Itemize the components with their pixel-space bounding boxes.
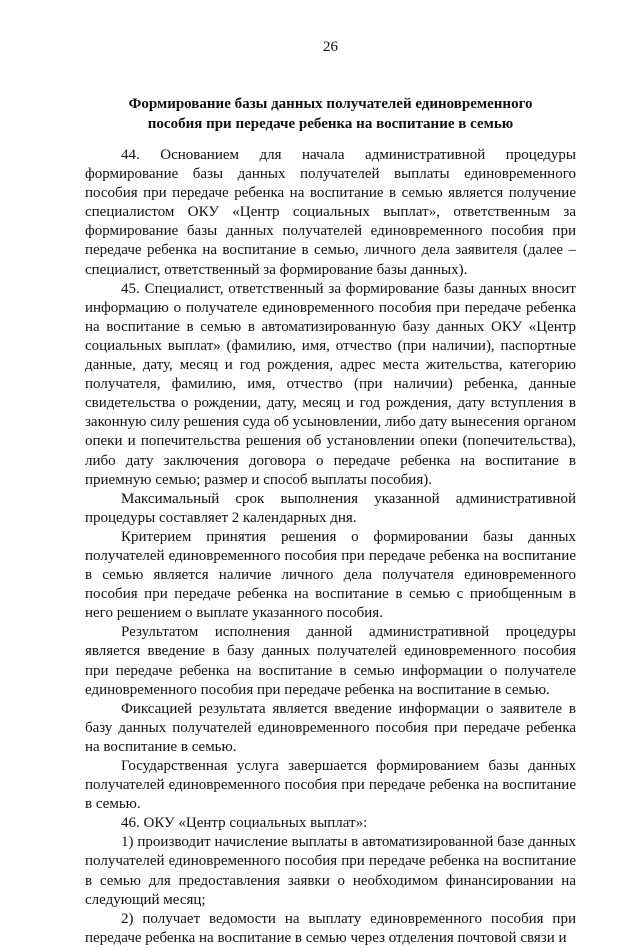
paragraph-result-fixation: Фиксацией результата является введение информации о заявителе в базу данных получателей единовременного пособия при передаче ребенка на воспитание в семью. bbox=[85, 700, 576, 755]
paragraph-procedure-result: Результатом исполнения данной административной процедуры является введение в базу данных получателей единовременного пособия при передаче ребенка на воспитание в семью информации о получателе единовременного пособия при передаче ребенка на воспитание в семью. bbox=[85, 624, 576, 698]
paragraph-decision-criterion: Критерием принятия решения о формировании базы данных получателей единовременного пособия при передаче ребенка на воспитание в семью является наличие личного дела получателя единовременного пособия при передаче ребенка на воспитание в семью с приобщенным в него решением о выплате указанного пособия. bbox=[85, 528, 576, 622]
paragraph-45: 45. Специалист, ответственный за формирование базы данных вносит информацию о получателе единовременного пособия при передаче ребенка на воспитание в семью в автоматизированную базу данных ОКУ «Центр социальных выплат» (фамилию, имя, отчество (при наличии), паспортные данные, дату, месяц и год рождения, адрес места жительства, категорию получателя, фамилию, имя, отчество (при наличии) ребенка, данные свидетельства о рождении, дату, месяц и год рождения, дату вступления в законную силу решения суда об усыновлении, либо дату вынесения органом опеки и попечительства решения об установлении опеки (попечительства), либо дату заключения договора о передаче ребенка на воспитание в приемную семью; размер и способ выплаты пособия). bbox=[85, 280, 576, 488]
section-heading-line-2: пособия при передаче ребенка на воспитание в семью bbox=[147, 116, 514, 132]
paragraph-46-item-1: 1) производит начисление выплаты в автоматизированной базе данных получателей единовременного пособия при передаче ребенка на воспитание в семью для предоставления заявки о необходимом финансировании на следующий месяц; bbox=[85, 834, 576, 908]
body-text bbox=[85, 146, 576, 948]
document-page bbox=[85, 0, 576, 946]
page-number: 26 bbox=[323, 39, 338, 55]
paragraph-max-term: Максимальный срок выполнения указанной административной процедуры составляет 2 календарных дня. bbox=[85, 490, 576, 526]
paragraph-46: 46. ОКУ «Центр социальных выплат»: bbox=[121, 815, 368, 832]
section-heading-line-1: Формирование базы данных получателей единовременного bbox=[128, 96, 533, 112]
paragraph-service-completion: Государственная услуга завершается формированием базы данных получателей единовременного пособия при передаче ребенка на воспитание в семью. bbox=[85, 758, 576, 813]
paragraph-44: 44. Основанием для начала административной процедуры формирование базы данных получателей выплаты единовременного пособия при передаче ребенка на воспитание в семью является получение специалистом ОКУ «Центр социальных выплат», ответственным за формирование базы данных получателей единовременного пособия при передаче ребенка на воспитание в семью, личного дела заявителя (далее – специалист, ответственный за формирование базы данных). bbox=[85, 147, 576, 278]
section-heading bbox=[85, 94, 576, 134]
paragraph-46-item-2: 2) получает ведомости на выплату единовременного пособия при передаче ребенка на воспитание в семью через отделения почтовой связи и bbox=[85, 910, 576, 946]
